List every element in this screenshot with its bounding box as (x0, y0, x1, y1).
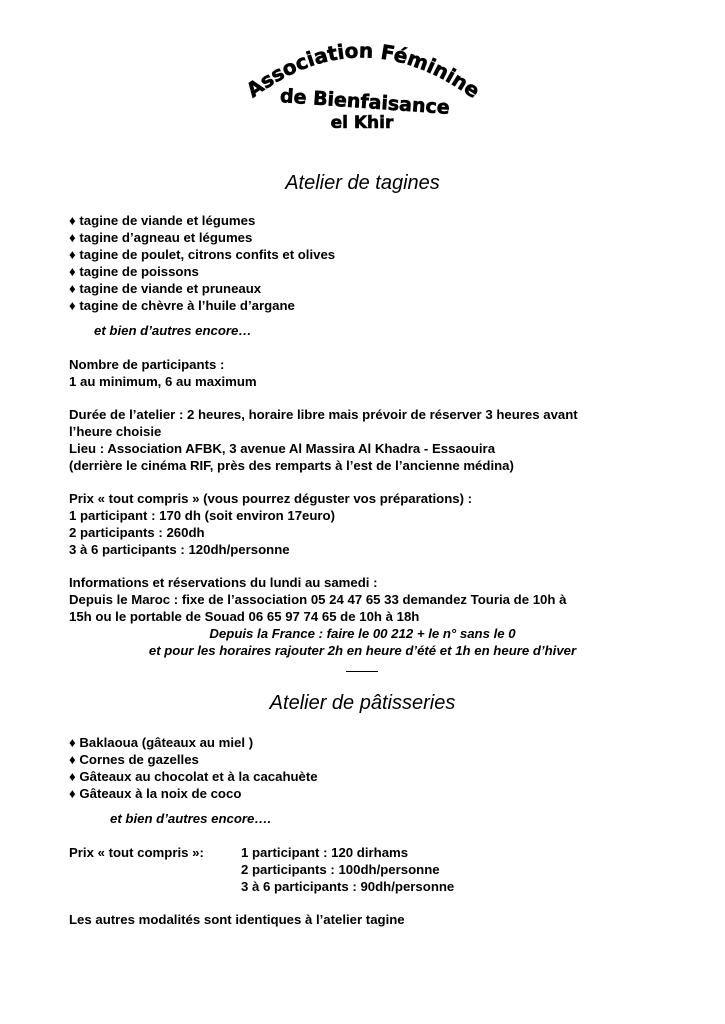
info-label: Informations et réservations du lundi au samedi : (69, 575, 378, 590)
patisserie-item: ♦ Gâteaux au chocolat et à la cacahuète (69, 769, 318, 785)
place-line: Lieu : Association AFBK, 3 avenue Al Massira Al Khadra - Essaouira (69, 441, 496, 456)
tagine-item: ♦ tagine de poulet, citrons confits et olives (69, 247, 335, 263)
logo-line3: el Khir (330, 113, 394, 133)
tagine-item: ♦ tagine de viande et pruneaux (69, 281, 261, 297)
france-line-1: Depuis la France : faire le 00 212 + le n° sans le 0 (209, 626, 516, 641)
tagines-price-label: Prix « tout compris » (vous pourrez déguster vos préparations) : (69, 491, 473, 506)
patisseries-footer: Les autres modalités sont identiques à l’atelier tagine (69, 912, 405, 927)
tagine-item: ♦ tagine de chèvre à l’huile d’argane (69, 298, 295, 314)
tagines-price: 2 participants : 260dh (69, 525, 205, 540)
tagine-item: ♦ tagine de poissons (69, 264, 199, 280)
duration-line-1: Durée de l’atelier : 2 heures, horaire libre mais prévoir de réserver 3 heures avant (69, 407, 578, 422)
place-detail: (derrière le cinéma RIF, près des remparts à l’est de l’ancienne médina) (69, 458, 514, 473)
logo-graphic (200, 30, 530, 150)
info-line-2: 15h ou le portable de Souad 06 65 97 74 65 de 10h à 18h (69, 609, 420, 624)
participants-value: 1 au minimum, 6 au maximum (69, 374, 257, 389)
association-logo (200, 30, 530, 150)
duration-line-2: l’heure choisie (69, 424, 162, 439)
tagines-price: 1 participant : 170 dh (soit environ 17euro) (69, 508, 336, 523)
tagines-more: et bien d’autres encore… (94, 323, 252, 338)
section-divider (346, 671, 378, 672)
patisserie-item: ♦ Gâteaux à la noix de coco (69, 786, 241, 802)
patisserie-item: ♦ Baklaoua (gâteaux au miel ) (69, 735, 253, 751)
france-line-2: et pour les horaires rajouter 2h en heure d’été et 1h en heure d’hiver (148, 643, 577, 658)
info-line-1: Depuis le Maroc : fixe de l’association 05 24 47 65 33 demandez Touria de 10h à (69, 592, 567, 607)
patisseries-price: 1 participant : 120 dirhams (241, 845, 409, 860)
tagines-title: Atelier de tagines (285, 172, 440, 194)
patisseries-price-label: Prix « tout compris »: (69, 845, 204, 860)
tagines-price: 3 à 6 participants : 120dh/personne (69, 542, 290, 557)
tagine-item: ♦ tagine d’agneau et légumes (69, 230, 252, 246)
logo-line1: Association Féminine (241, 38, 485, 103)
logo-line2: de Bienfaisance (279, 85, 451, 119)
tagine-item: ♦ tagine de viande et légumes (69, 213, 255, 229)
patisseries-price: 2 participants : 100dh/personne (241, 862, 440, 877)
patisseries-more: et bien d’autres encore…. (110, 811, 272, 826)
patisseries-price: 3 à 6 participants : 90dh/personne (241, 879, 455, 894)
patisserie-item: ♦ Cornes de gazelles (69, 752, 199, 768)
patisseries-title: Atelier de pâtisseries (269, 692, 456, 714)
participants-label: Nombre de participants : (69, 357, 225, 372)
